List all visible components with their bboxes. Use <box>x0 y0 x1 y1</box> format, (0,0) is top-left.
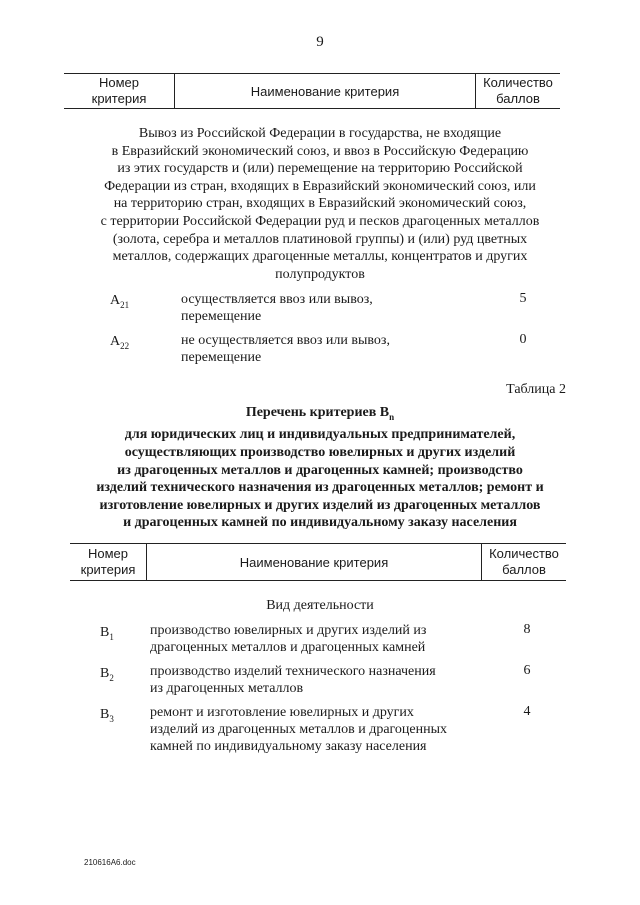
page-number: 9 <box>316 34 324 50</box>
criteria-group-description: Вывоз из Российской Федерации в государства, не входящие в Евразийский экономический союз, и ввоз в Российскую Федерацию из этих государств и (или) перемещение на территорию Российской Федерации из стран, входящих в Евразийский экономический союз, или на территорию стран, входящих в Евразийский экономический союз, с территории Российской Федерации руд и песков драгоценных металлов (золота, серебра и металлов платиновой группы) и (или) руд цветных металлов, содержащих драгоценные металлы, концентратов и других полупродуктов <box>100 126 540 282</box>
criterion-name-a21: осуществляется ввоз или вывоз, перемещение <box>181 292 373 324</box>
table1-header <box>64 73 560 109</box>
section-title: Вид деятельности <box>266 598 374 613</box>
table2-header <box>70 543 566 581</box>
table2-label: Таблица 2 <box>506 382 566 397</box>
criterion-points-b3: 4 <box>523 704 531 719</box>
criterion-points-b2: 6 <box>523 663 531 678</box>
criterion-points-a22: 0 <box>519 332 527 347</box>
table1-header-points: Количество баллов <box>475 74 560 108</box>
document-footer: 210616A6.doc <box>84 858 136 867</box>
criterion-name-a22: не осуществляется ввоз или вывоз, перемещение <box>181 333 390 365</box>
criterion-code-b2: $B_2$ <box>100 666 114 683</box>
criterion-points-a21: 5 <box>519 291 527 306</box>
table1-header-number: Номер критерия <box>64 74 175 108</box>
criterion-points-b1: 8 <box>523 622 531 637</box>
table2-header-name: Наименование критерия <box>239 554 389 570</box>
criterion-name-b2: производство изделий технического назначения из драгоценных металлов <box>150 664 436 696</box>
criterion-code-a21: $A_{21}$ <box>110 293 130 310</box>
criterion-code-b3: $B_3$ <box>100 707 114 724</box>
table1-header-name: Наименование критерия <box>250 83 400 99</box>
table2-title: Перечень критериев $В_n$ для юридических лиц и индивидуальных предпринимателей, осуществляющих производство ювелирных и других изделий из драгоценных металлов и драгоценных камней; производство изделий технического назначения из драгоценных металлов; ремонт и изготовление ювелирных и других изделий из драгоценных металлов и драгоценных камней по индивидуальному заказу населения <box>96 405 544 531</box>
table2-header-points: Количество баллов <box>481 544 566 580</box>
criterion-name-b1: производство ювелирных и других изделий из драгоценных металлов и драгоценных камней <box>150 623 427 655</box>
criterion-name-b3: ремонт и изготовление ювелирных и других изделий из драгоценных металлов и драгоценных камней по индивидуальному заказу населения <box>150 705 448 754</box>
table2-header-number: Номер критерия <box>70 544 147 580</box>
criterion-code-a22: $A_{22}$ <box>110 334 130 351</box>
criterion-code-b1: $B_1$ <box>100 625 114 642</box>
